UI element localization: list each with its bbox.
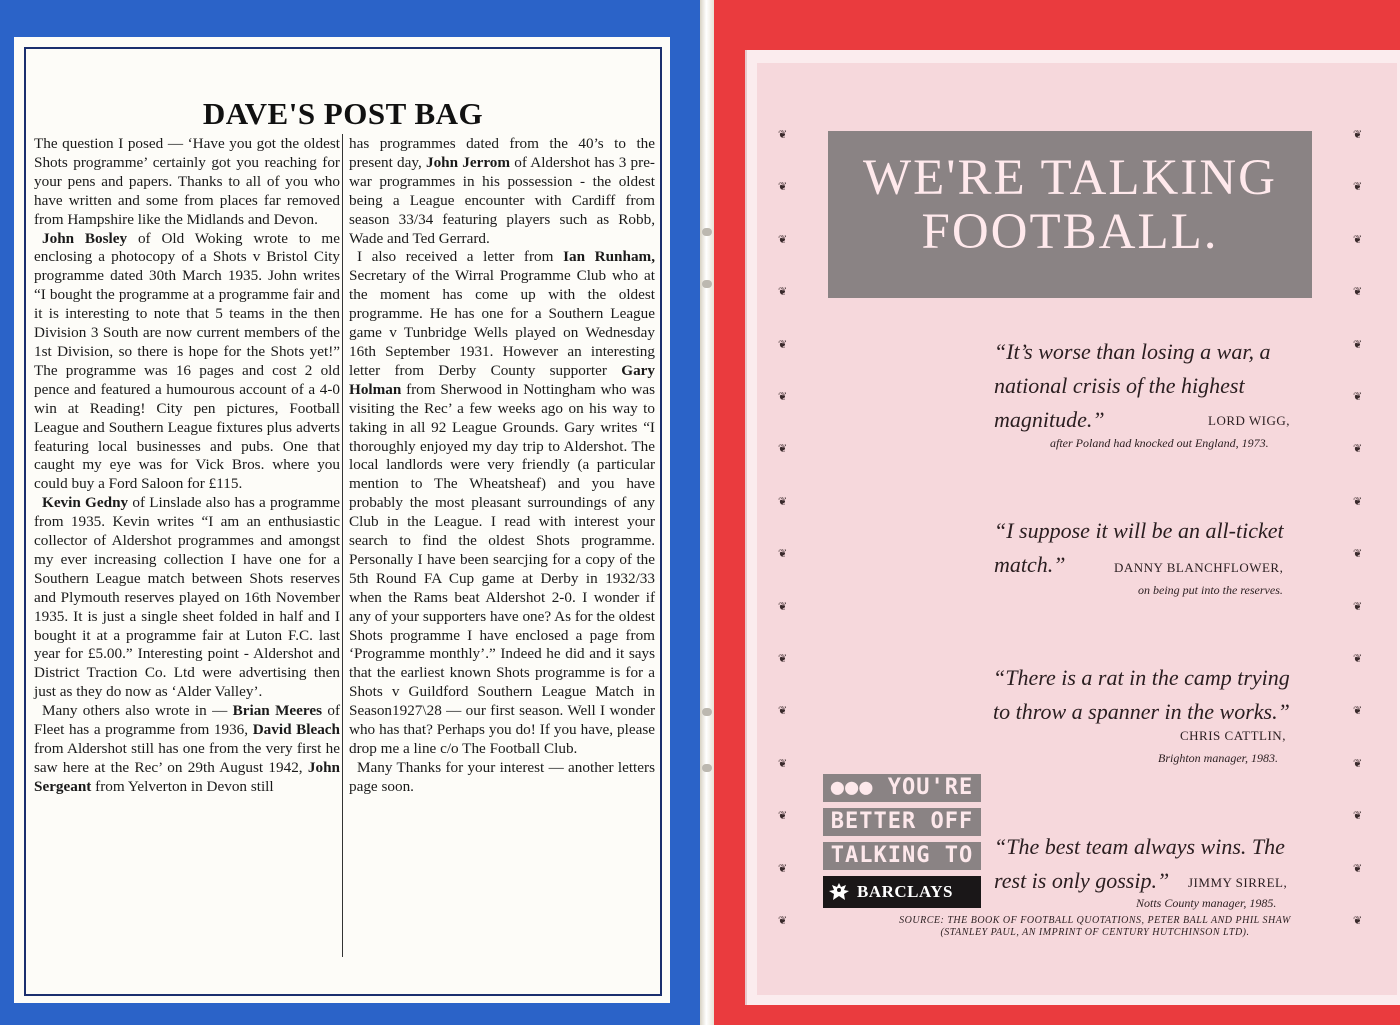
article-paragraph xyxy=(34,135,340,230)
quote-4-note: Notts County manager, 1985. xyxy=(1136,896,1277,910)
article-paragraph xyxy=(349,135,655,248)
ornament-right-icon: ❦ xyxy=(1353,494,1363,508)
article-column-1 xyxy=(34,135,340,797)
correspondent-name: Gary Holman xyxy=(349,361,655,398)
quote-4-author: JIMMY SIRREL, xyxy=(1188,875,1288,890)
paragraph-text: Many others also wrote in — xyxy=(42,702,233,720)
ornament-left-icon: ❦ xyxy=(778,599,788,613)
staple-hole xyxy=(702,280,712,288)
correspondent-name: John Bosley xyxy=(42,229,128,247)
ornament-right-icon: ❦ xyxy=(1353,128,1363,141)
paragraph-text: Many Thanks for your interest — another letters page soon. xyxy=(349,758,655,795)
quote-4-text: “The best team always wins. The rest is only gossip.” xyxy=(994,834,1285,893)
ornament-right-icon: ❦ xyxy=(1353,232,1363,246)
ornament-right-icon: ❦ xyxy=(1353,704,1363,718)
ornament-right-icon: ❦ xyxy=(1353,861,1363,875)
ornament-left-icon: ❦ xyxy=(778,232,788,246)
ornament-left-icon: ❦ xyxy=(778,285,788,299)
paragraph-text: of Old Woking wrote to me enclosing a photocopy of a Shots v Bristol City programme dated 30th March 1935. John writes “I bought the programme at a programme fair and it is interesting to note that 5 teams in the then Division 3 South are now current members of the 1st Division, so there is hope for the Shots yet!” The programme was 16 pages and cost 2 old pence and featured a humourous account of a 4-0 win at Reading! City pen pictures, Football League and Southern League fixtures plus adverts featuring local businesses and pubs. One that caught my eye was for Vick Bros. where you could buy a Ford Saloon for £115. xyxy=(34,229,340,493)
correspondent-name: Kevin Gedny xyxy=(42,494,129,512)
eagle-icon xyxy=(827,880,851,904)
ornament-left-icon: ❦ xyxy=(778,704,788,718)
quote-3-note: Brighton manager, 1983. xyxy=(1158,751,1278,765)
correspondent-name: Brian Meeres xyxy=(232,702,323,720)
staple-hole xyxy=(702,764,712,772)
bank-slogan-line-2: BETTER OFF xyxy=(823,808,981,836)
bank-slogan-line-1: ●●● YOU'RE xyxy=(823,774,981,802)
paragraph-text: from Sherwood in Nottingham who was visiting the Rec’ a few weeks ago on his way to taking in all 92 League Grounds. Gary writes “I thoroughly enjoyed my day trip to Aldershot. The local landlords were very friendly (a particular mention to The Wheatsheaf) and you have probably the most pleasant surroundings of any Club in the League. I read with interest your search to find the oldest Shots programme. Personally I have been searcjing for a copy of the 5th Round FA Cup game at Derby in 1932/33 when the Rams beat Aldershot 2-0. I wonder if any of your supporters have one? As for the oldest Shots programme I have enclosed a page from ‘Programme monthly’.” Indeed he did and it says that the earliest known Shots programme is for a Shots v Guildford Southern League Match in Season1927\28 — our first season. Well I wonder who has that? Perhaps you do! If you have, please drop me a line c/o The Football Club. xyxy=(349,380,655,757)
bank-slogan-line-3: TALKING TO xyxy=(823,842,981,870)
article-column-2 xyxy=(349,135,655,797)
ornament-right-icon: ❦ xyxy=(1353,285,1363,299)
quote-1-note: after Poland had knocked out England, 1973. xyxy=(1050,436,1269,450)
quote-2-author: DANNY BLANCHFLOWER, xyxy=(1114,560,1284,575)
ornament-right-icon: ❦ xyxy=(1353,547,1363,561)
headline-line-2: FOOTBALL. xyxy=(921,204,1219,260)
article-paragraph xyxy=(349,248,655,758)
quote-2-note: on being put into the reserves. xyxy=(1138,583,1283,597)
paragraph-text: from Aldershot still has one from the very first he saw here at the Rec’ on 29th August 1942, xyxy=(34,740,340,776)
paragraph-text: The question I posed — ‘Have you got the oldest Shots programme’ certainly got you reaching for your pens and papers. Thanks to all of you who have written and some from places far removed from Hampshire like the Midlands and Devon. xyxy=(34,135,340,228)
ornament-left-icon: ❦ xyxy=(778,390,788,403)
quote-3-author: CHRIS CATTLIN, xyxy=(1180,728,1286,743)
paragraph-text: from Yelverton in Devon still xyxy=(91,777,274,795)
ornament-right-icon: ❦ xyxy=(1353,599,1363,613)
spine xyxy=(700,0,714,1025)
ornament-right-icon: ❦ xyxy=(1353,337,1363,351)
ornament-left-icon: ❦ xyxy=(778,494,788,508)
column-divider xyxy=(342,134,343,957)
paragraph-text: Secretary of the Wirral Programme Club who at the moment has come up with the oldest programme. He has one for a Southern League game v Tunbridge Wells played on Wednesday 16th September 1931. However an interesting letter from Derby County supporter xyxy=(349,267,655,379)
ornament-right-icon: ❦ xyxy=(1353,442,1363,456)
ornament-left-icon: ❦ xyxy=(778,914,788,927)
ornament-left-icon: ❦ xyxy=(778,180,788,194)
ornament-right-icon: ❦ xyxy=(1353,914,1363,927)
ornament-right-icon: ❦ xyxy=(1353,652,1363,665)
ornament-left-icon: ❦ xyxy=(778,809,788,823)
headline-line-1: WE'RE TALKING xyxy=(862,150,1277,206)
staple-hole xyxy=(702,708,712,716)
quote-3 xyxy=(993,661,1293,729)
article-paragraph xyxy=(349,759,655,797)
ornament-left-icon: ❦ xyxy=(778,652,788,665)
paragraph-text: of Aldershot has 3 pre-war programmes in his possession - the oldest being a League encounter with Cardiff from season 33/34 featuring players such as Robb, Wade and Ted Gerrard. xyxy=(349,153,655,247)
ornament-right-icon: ❦ xyxy=(1353,756,1363,770)
quote-source: SOURCE: THE BOOK OF FOOTBALL QUOTATIONS, PETER BALL AND PHIL SHAW (STANLEY PAUL, AN IMPRINT OF CENTURY HUTCHINSON LTD). xyxy=(899,915,1291,938)
ornament-left-icon: ❦ xyxy=(778,337,788,351)
correspondent-name: John Jerrom xyxy=(425,153,511,171)
paragraph-text: of Fleet has a programme from 1936, xyxy=(34,702,341,739)
paragraph-text: I also received a letter from xyxy=(357,248,564,266)
paragraph-text: of Linslade also has a programme from 1935. Kevin writes “I am an enthusiastic collector of Aldershot programmes and amongst my ever increasing collection I have one for a Southern League match between Shots reserves and Plymouth reserves played on 16th November 1935. It is just a single sheet folded in half and I bought it at a programme fair at Luton F.C. last year for £5.00.” Interesting point - Aldershot and District Traction Co. Ltd were advertising then just as they do now as ‘Alder Valley’. xyxy=(34,494,340,701)
article-paragraph xyxy=(34,702,340,797)
quote-2-text: “I suppose it will be an all-ticket match.” xyxy=(994,518,1284,577)
correspondent-name: John Sergeant xyxy=(34,758,340,795)
ornament-left-icon: ❦ xyxy=(778,128,788,141)
ornament-right-icon: ❦ xyxy=(1353,180,1363,194)
bank-name: BARCLAYS xyxy=(857,882,953,901)
correspondent-name: Ian Runham, xyxy=(563,248,655,266)
ornament-left-icon: ❦ xyxy=(778,442,788,456)
ornament-left-icon: ❦ xyxy=(778,547,788,561)
advert-headline xyxy=(828,151,1312,259)
quote-1-author: LORD WIGG, xyxy=(1208,413,1291,428)
correspondent-name: David Bleach xyxy=(252,721,340,739)
ornament-left-icon: ❦ xyxy=(778,756,788,770)
quote-3-text: “There is a rat in the camp trying to throw a spanner in the works.” xyxy=(993,665,1290,724)
article-paragraph xyxy=(34,494,340,702)
ornament-right-icon: ❦ xyxy=(1353,809,1363,823)
article-title: DAVE'S POST BAG xyxy=(202,96,484,131)
paragraph-text: has programmes dated from the 40’s to the present day, xyxy=(349,135,655,171)
staple-hole xyxy=(702,228,712,236)
ornament-right-icon: ❦ xyxy=(1353,390,1363,403)
article-paragraph xyxy=(34,230,340,495)
quote-1-text: “It’s worse than losing a war, a national crisis of the highest magnitude.” xyxy=(994,339,1271,432)
ornament-left-icon: ❦ xyxy=(778,861,788,875)
